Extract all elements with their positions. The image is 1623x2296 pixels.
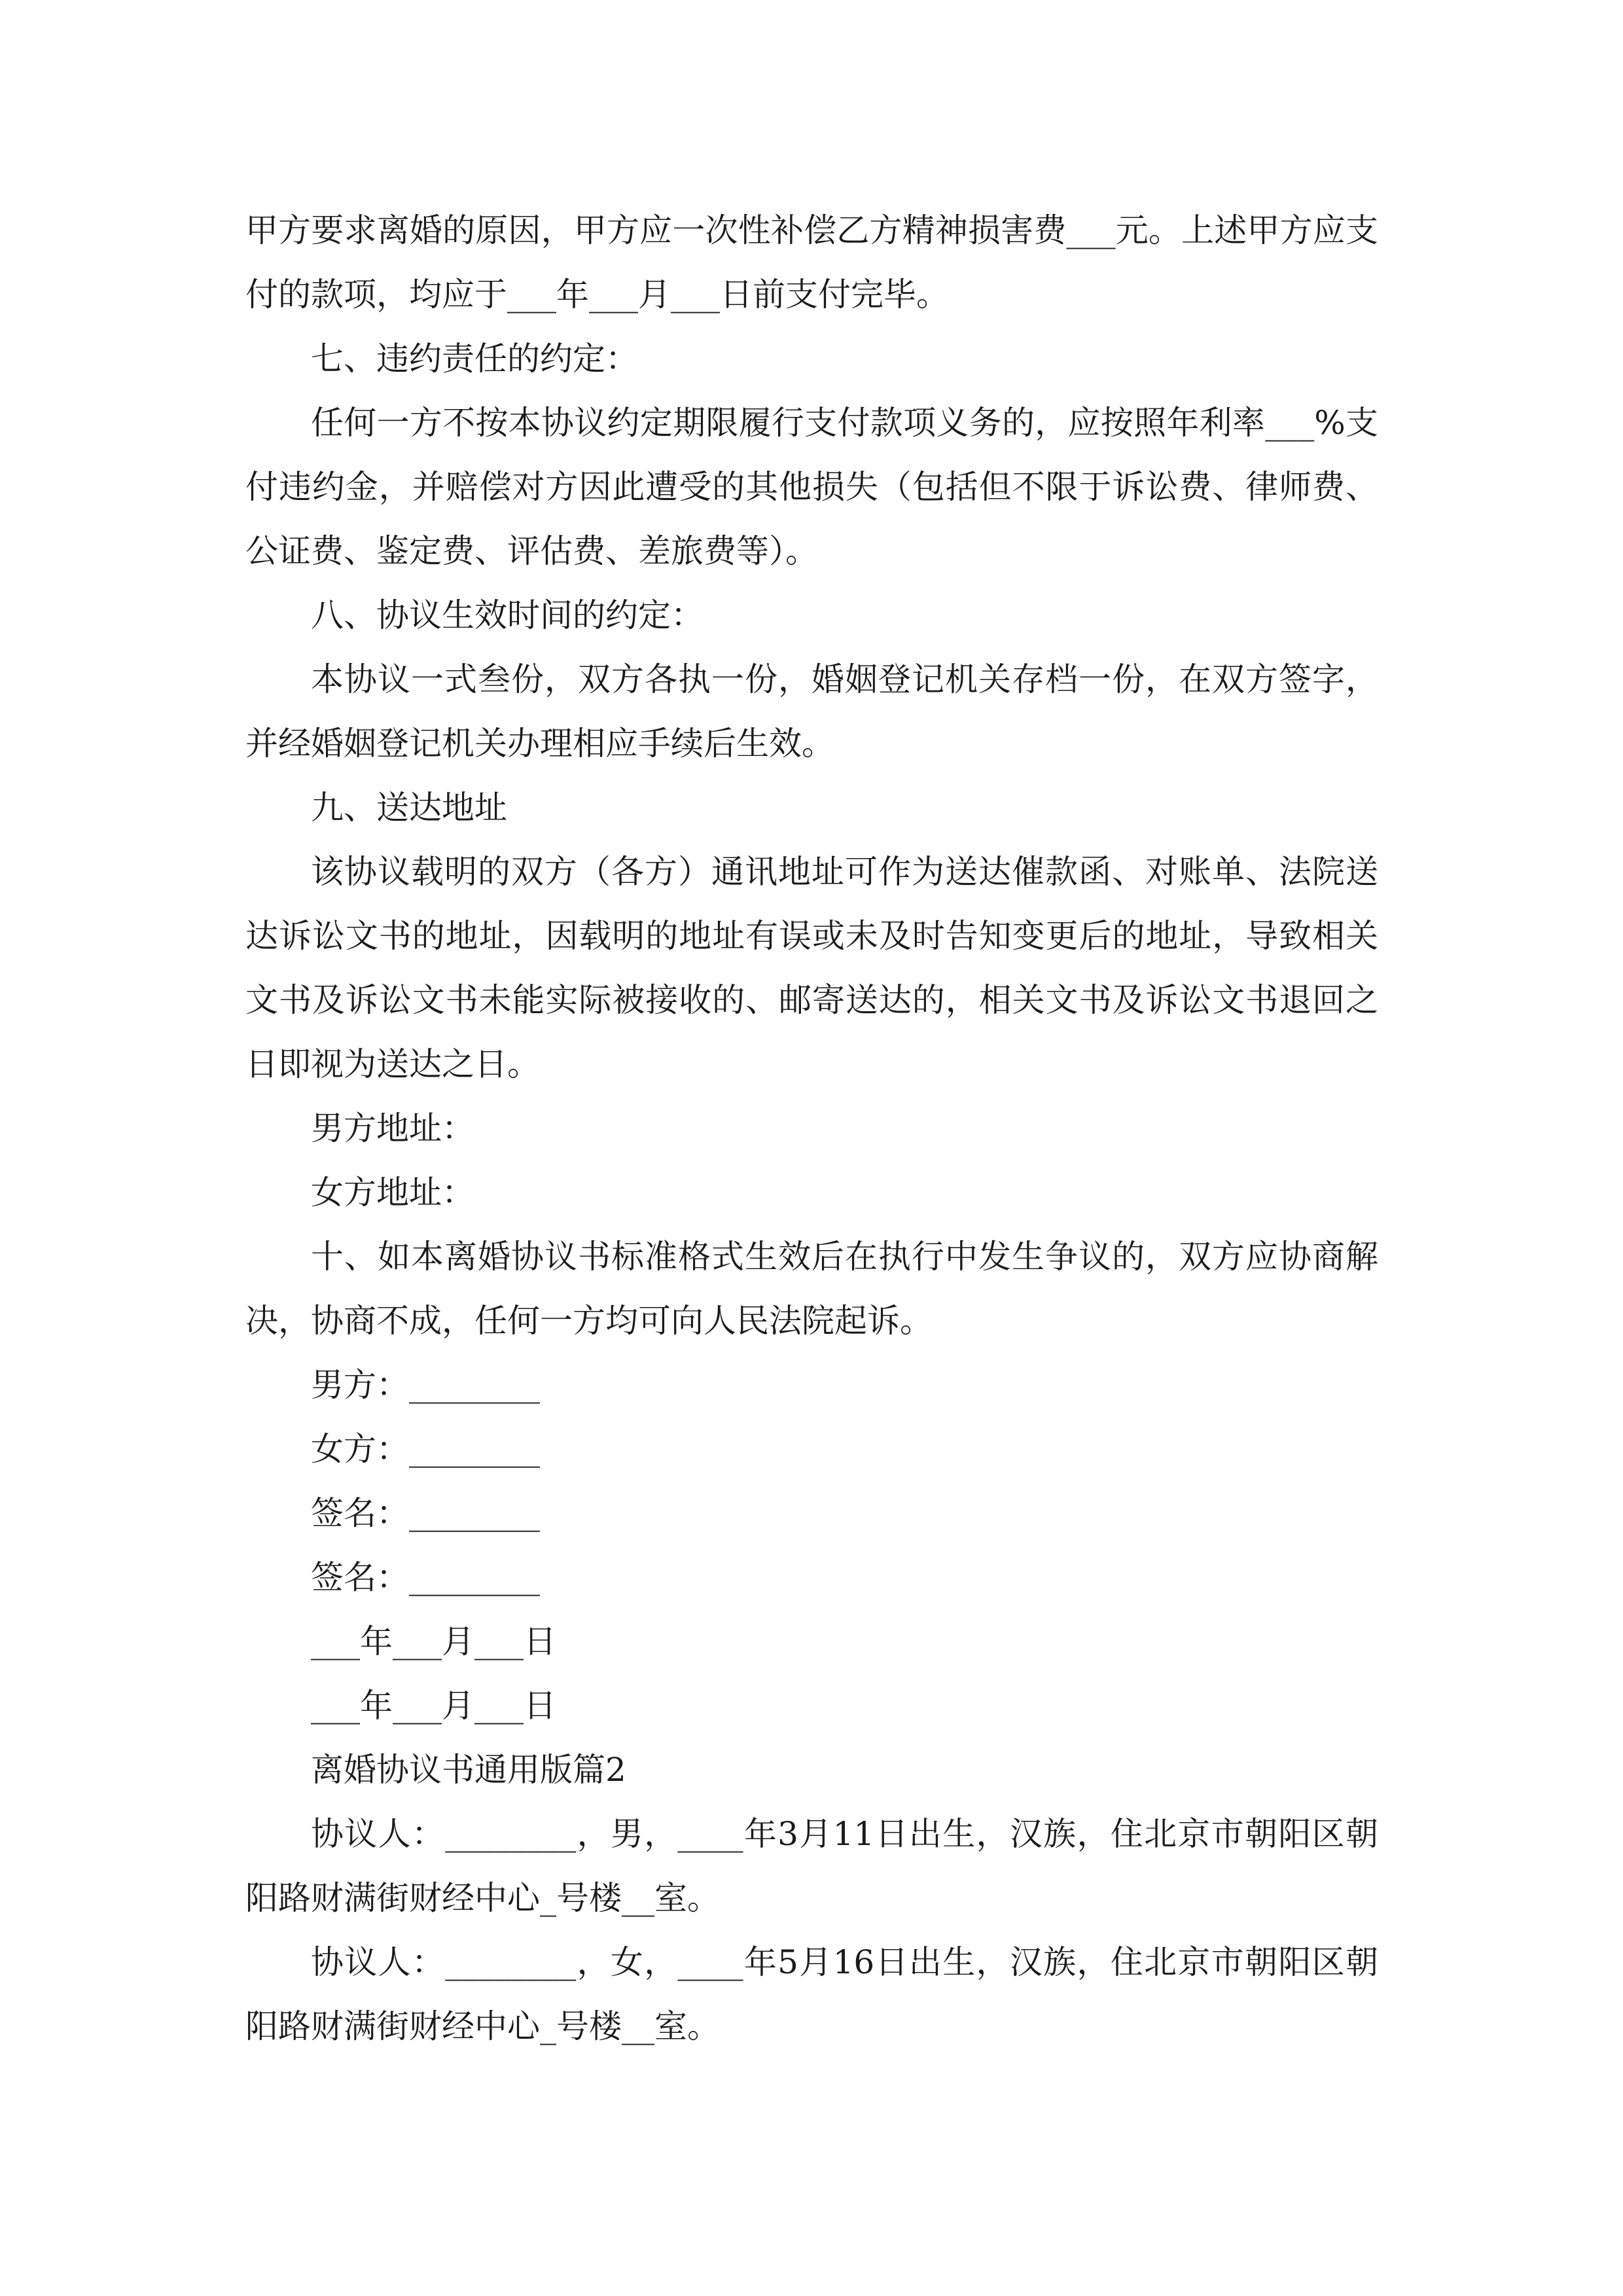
date-line-1: ___年___月___日 xyxy=(311,1623,556,1660)
paragraph-dispute-resolution: 十、如本离婚协议书标准格式生效后在执行中发生争议的，双方应协商解决，协商不成，任何一方均可向人民法院起诉。 xyxy=(245,1238,1378,1340)
paragraph-compensation-continued: 甲方要求离婚的原因，甲方应一次性补偿乙方精神损害费___元。上述甲方应支付的款项，均应于___年___月___日前支付完毕。 xyxy=(245,211,1378,314)
party-info-male: 协议人：________，男，____年3月11日出生，汉族，住北京市朝阳区朝阳路财满街财经中心_号楼__室。 xyxy=(245,1815,1378,1917)
wife-address-label: 女方地址： xyxy=(311,1174,474,1211)
section-title-version-2: 离婚协议书通用版篇2 xyxy=(311,1751,626,1789)
signature-line-2: 签名：________ xyxy=(311,1558,540,1596)
date-line-2: ___年___月___日 xyxy=(311,1687,556,1725)
husband-address-label: 男方地址： xyxy=(311,1109,474,1147)
paragraph-effective-terms: 本协议一式叁份，双方各执一份，婚姻登记机关存档一份，在双方签字，并经婚姻登记机关办理相应手续后生效。 xyxy=(245,660,1378,762)
paragraph-delivery-terms: 该协议载明的双方（各方）通讯地址可作为送达催款函、对账单、法院送达诉讼文书的地址，因载明的地址有误或未及时告知变更后的地址，导致相关文书及诉讼文书未能实际被接收的、邮寄送达的，相关文书及诉讼文书退回之日即视为送达之日。 xyxy=(245,853,1378,1083)
section-heading-effective-date: 八、协议生效时间的约定： xyxy=(311,596,704,634)
party-info-female: 协议人：________，女，____年5月16日出生，汉族，住北京市朝阳区朝阳路财满街财经中心_号楼__室。 xyxy=(245,1943,1378,2045)
husband-signature-line: 男方：________ xyxy=(311,1366,540,1404)
wife-signature-line: 女方：________ xyxy=(311,1430,540,1468)
signature-line-1: 签名：________ xyxy=(311,1494,540,1532)
section-heading-breach: 七、违约责任的约定： xyxy=(311,340,638,378)
paragraph-breach-terms: 任何一方不按本协议约定期限履行支付款项义务的，应按照年利率___%支付违约金，并赔偿对方因此遭受的其他损失（包括但不限于诉讼费、律师费、公证费、鉴定费、评估费、差旅费等）。 xyxy=(245,404,1378,570)
document-body xyxy=(245,198,1378,2058)
section-heading-delivery-address: 九、送达地址 xyxy=(311,789,507,827)
